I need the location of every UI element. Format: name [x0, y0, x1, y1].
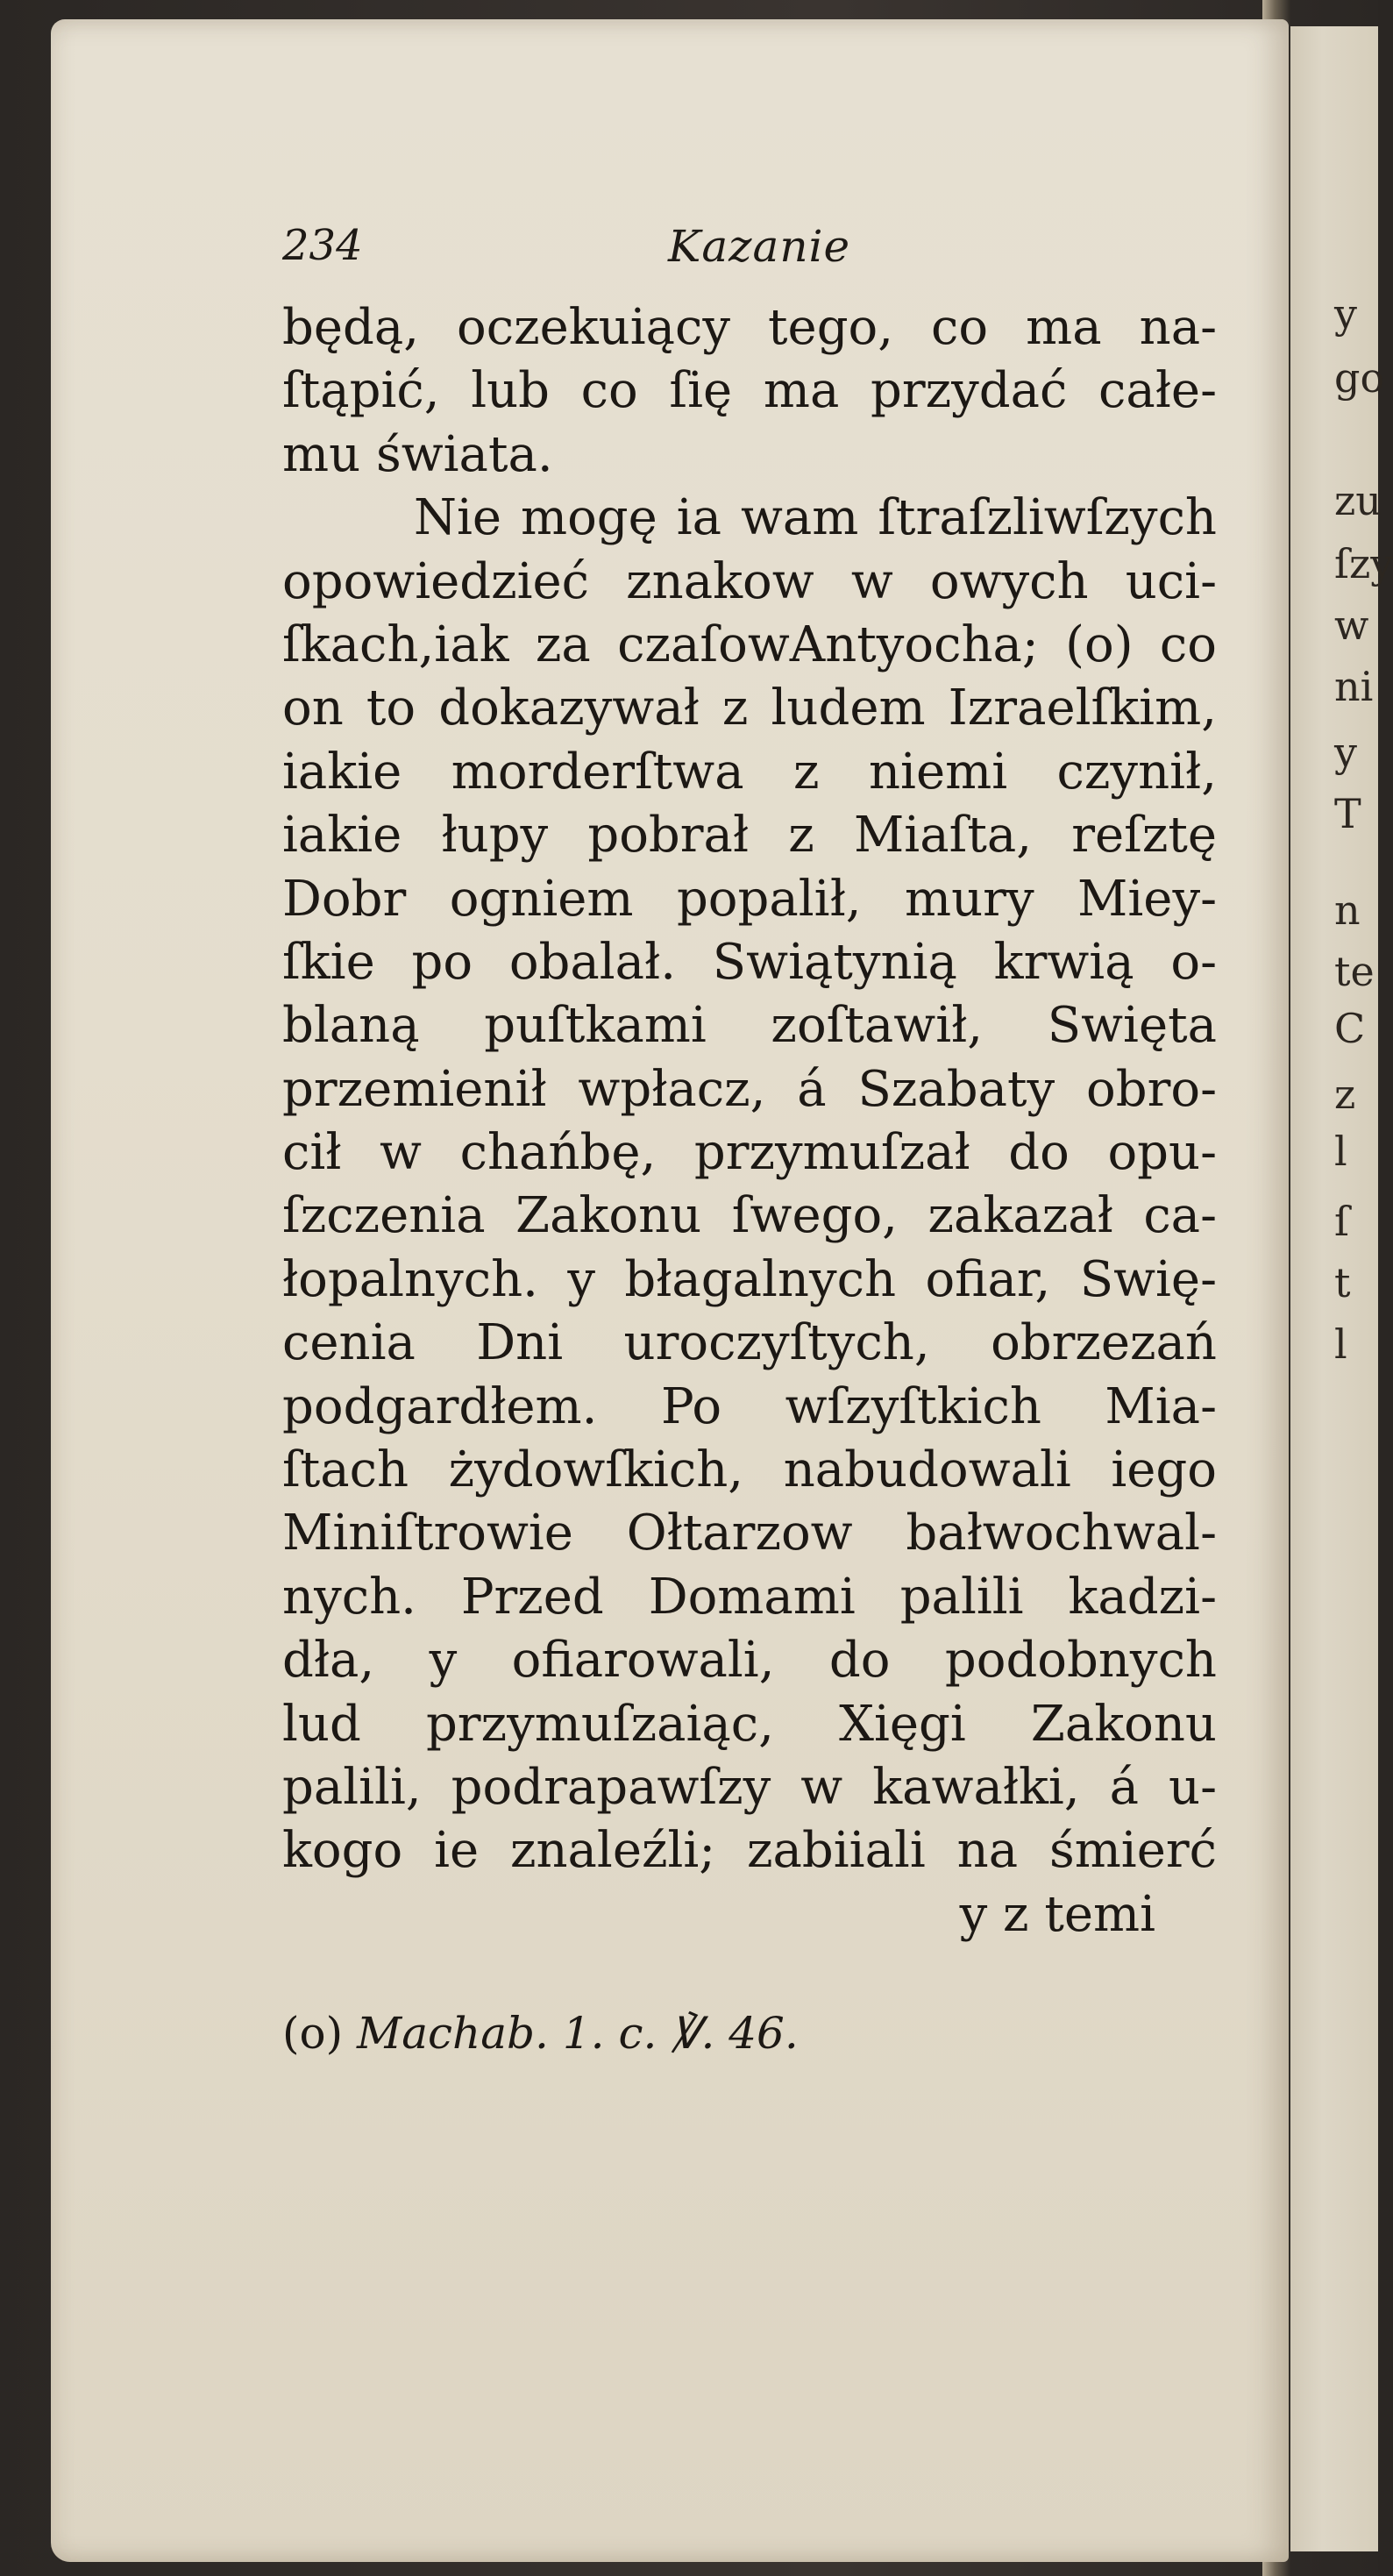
page-number: 234	[282, 221, 363, 270]
facing-page-fragment: C	[1334, 1005, 1366, 1052]
text-line: lud przymuſzaiąc, Xięgi Zakonu	[282, 1695, 1217, 1753]
running-head: Kazanie	[668, 221, 851, 272]
facing-page-fragment: y	[1334, 729, 1357, 776]
facing-page-fragment: zu	[1334, 477, 1382, 524]
facing-page-fragment: te	[1334, 948, 1375, 995]
page-header	[282, 221, 1203, 282]
text-line: ſtąpić, lub co ſię ma przydać całe-	[282, 362, 1217, 420]
text-line: blaną puſtkami zoſtawił, Swięta	[282, 997, 1217, 1055]
sermon-text	[282, 296, 1217, 1946]
text-line: będą, oczekuiący tego, co ma na-	[282, 299, 1217, 356]
text-line: palili, podrapawſzy w kawałki, á u-	[282, 1758, 1217, 1816]
text-line: nych. Przed Domami palili kadzi-	[282, 1568, 1217, 1626]
facing-page-fragment: T	[1334, 790, 1361, 837]
facing-page-fragment: t	[1334, 1259, 1351, 1306]
text-line: Dobr ogniem popalił, mury Miey-	[282, 870, 1217, 928]
text-line: mu świata.	[282, 425, 553, 483]
facing-page-fragment: w	[1334, 601, 1369, 649]
text-line: cenia Dni uroczyſtych, obrzezań	[282, 1314, 1217, 1372]
text-line: podgardłem. Po wſzyſtkich Mia-	[282, 1377, 1217, 1435]
facing-page-fragment: n	[1334, 886, 1361, 934]
text-line: ſzczenia Zakonu ſwego, zakazał ca-	[282, 1187, 1217, 1245]
text-line: ſkach,iak za czaſowAntyocha; (o) co	[282, 616, 1217, 673]
facing-page-fragment: ſzy	[1334, 540, 1393, 587]
facing-page-fragment: ni	[1334, 663, 1374, 710]
facing-page-fragment: l	[1334, 1128, 1347, 1175]
text-line: iakie łupy pobrał z Miaſta, reſztę	[282, 807, 1217, 865]
text-line: dła, y ofiarowali, do podobnych	[282, 1632, 1217, 1690]
facing-page-fragment: l	[1334, 1320, 1347, 1368]
text-line: łopalnych. y błagalnych ofiar, Swię-	[282, 1250, 1217, 1308]
facing-page-fragment: go	[1334, 354, 1385, 402]
facing-page-fragment: ſ	[1334, 1198, 1350, 1245]
text-line: Miniſtrowie Ołtarzow bałwochwal-	[282, 1505, 1217, 1562]
footnote-reference: Machab. 1. c. ℣. 46.	[357, 2008, 799, 2059]
text-line: opowiedzieć znakow w owych uci-	[282, 552, 1217, 610]
footnote-marker: (o)	[282, 2008, 344, 2059]
facing-page-fragment: z	[1334, 1071, 1356, 1118]
text-line: kogo ie znaleźli; zabiiali na śmierć	[282, 1822, 1217, 1880]
facing-page-edge	[1285, 26, 1378, 2551]
text-line: ſtach żydowſkich, nabudowali iego	[282, 1441, 1217, 1499]
text-line: on to dokazywał z ludem Izraelſkim,	[282, 680, 1217, 737]
facing-page-fragment: y	[1334, 290, 1357, 338]
text-line: ſkie po obalał. Swiątynią krwią o-	[282, 933, 1217, 991]
text-line: Nie mogę ia wam ſtraſzliwſzych	[414, 489, 1217, 547]
catchword: y z temi	[959, 1885, 1155, 1943]
footnote	[282, 2008, 1071, 2059]
text-line: cił w chańbę, przymuſzał do opu-	[282, 1124, 1217, 1182]
text-line: iakie morderſtwa z niemi czynił,	[282, 743, 1217, 801]
text-line: przemienił wpłacz, á Szabaty obro-	[282, 1060, 1217, 1118]
